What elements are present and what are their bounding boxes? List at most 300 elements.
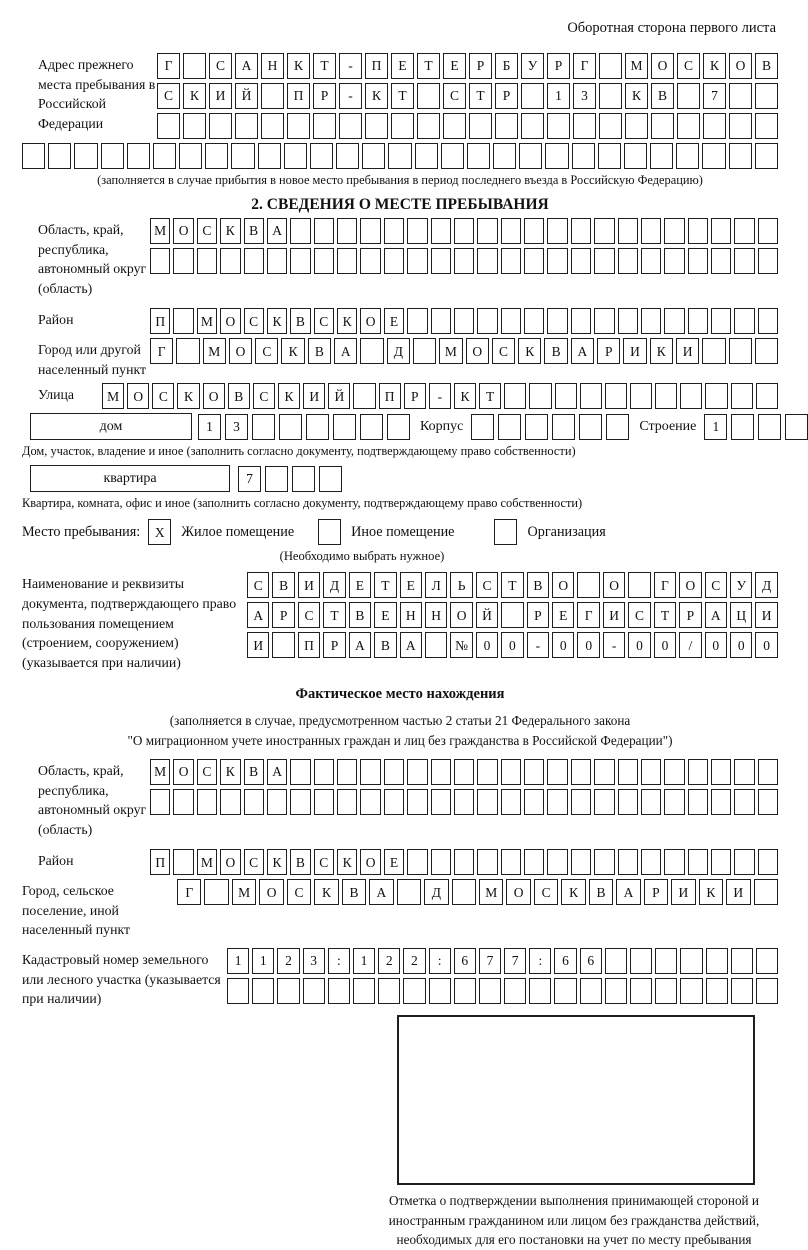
form-cell[interactable] (384, 248, 404, 274)
form-cell[interactable] (339, 113, 362, 139)
form-cell[interactable] (702, 143, 725, 169)
form-cell[interactable] (454, 308, 474, 334)
form-cell[interactable] (22, 143, 45, 169)
form-cell[interactable]: Р (469, 53, 492, 79)
form-cell[interactable]: Е (384, 308, 404, 334)
form-cell[interactable] (580, 383, 602, 409)
form-cell[interactable]: 0 (755, 632, 777, 658)
form-cell[interactable]: К (337, 849, 357, 875)
form-cell[interactable] (758, 414, 781, 440)
form-cell[interactable]: Т (501, 572, 523, 598)
form-cell[interactable] (571, 248, 591, 274)
form-cell[interactable] (755, 338, 778, 364)
form-cell[interactable]: Н (425, 602, 447, 628)
form-cell[interactable] (277, 978, 299, 1004)
form-cell[interactable]: № (450, 632, 472, 658)
form-cell[interactable] (599, 53, 622, 79)
form-cell[interactable] (353, 383, 375, 409)
form-cell[interactable] (477, 849, 497, 875)
form-cell[interactable]: К (650, 338, 673, 364)
form-cell[interactable] (680, 948, 702, 974)
form-cell[interactable] (310, 143, 333, 169)
form-cell[interactable] (734, 218, 754, 244)
form-cell[interactable]: И (298, 572, 320, 598)
form-cell[interactable]: А (616, 879, 640, 905)
form-cell[interactable] (579, 414, 602, 440)
form-cell[interactable]: Г (177, 879, 201, 905)
form-cell[interactable]: О (450, 602, 472, 628)
form-cell[interactable]: В (342, 879, 366, 905)
form-cell[interactable]: И (247, 632, 269, 658)
form-cell[interactable]: Е (552, 602, 574, 628)
form-cell[interactable]: М (197, 308, 217, 334)
form-cell[interactable] (74, 143, 97, 169)
form-cell[interactable]: С (443, 83, 466, 109)
form-cell[interactable] (711, 849, 731, 875)
form-cell[interactable] (360, 248, 380, 274)
form-cell[interactable] (650, 143, 673, 169)
form-cell[interactable] (388, 143, 411, 169)
form-cell[interactable] (378, 978, 400, 1004)
form-cell[interactable] (605, 383, 627, 409)
form-cell[interactable] (641, 849, 661, 875)
form-cell[interactable] (495, 113, 518, 139)
form-cell[interactable] (454, 759, 474, 785)
form-cell[interactable]: К (267, 849, 287, 875)
form-cell[interactable]: 3 (303, 948, 325, 974)
form-cell[interactable]: И (671, 879, 695, 905)
form-cell[interactable] (501, 248, 521, 274)
form-cell[interactable] (337, 789, 357, 815)
form-cell[interactable] (680, 978, 702, 1004)
form-cell[interactable]: А (267, 218, 287, 244)
form-cell[interactable] (425, 632, 447, 658)
form-cell[interactable] (431, 789, 451, 815)
form-cell[interactable]: О (729, 53, 752, 79)
form-cell[interactable]: П (365, 53, 388, 79)
form-cell[interactable]: Д (323, 572, 345, 598)
form-cell[interactable] (572, 143, 595, 169)
form-cell[interactable]: Р (323, 632, 345, 658)
form-cell[interactable]: Г (157, 53, 180, 79)
form-cell[interactable]: А (369, 879, 393, 905)
form-cell[interactable] (173, 248, 193, 274)
form-cell[interactable]: С (628, 602, 650, 628)
form-cell[interactable]: М (439, 338, 462, 364)
form-cell[interactable]: А (705, 602, 727, 628)
form-cell[interactable] (624, 143, 647, 169)
form-cell[interactable] (599, 83, 622, 109)
form-cell[interactable] (150, 789, 170, 815)
form-cell[interactable]: В (589, 879, 613, 905)
form-cell[interactable]: С (298, 602, 320, 628)
form-cell[interactable] (571, 849, 591, 875)
form-cell[interactable] (209, 113, 232, 139)
form-cell[interactable]: 2 (378, 948, 400, 974)
form-cell[interactable]: И (755, 602, 777, 628)
form-cell[interactable] (755, 83, 778, 109)
form-cell[interactable] (571, 789, 591, 815)
form-cell[interactable] (571, 218, 591, 244)
form-cell[interactable]: 0 (577, 632, 599, 658)
form-cell[interactable]: Н (261, 53, 284, 79)
form-cell[interactable] (729, 338, 752, 364)
form-cell[interactable] (173, 849, 193, 875)
form-cell[interactable] (641, 789, 661, 815)
form-cell[interactable]: С (705, 572, 727, 598)
form-cell[interactable] (594, 759, 614, 785)
form-cell[interactable]: О (466, 338, 489, 364)
form-cell[interactable]: : (328, 948, 350, 974)
form-cell[interactable]: 2 (277, 948, 299, 974)
form-cell[interactable]: Л (425, 572, 447, 598)
form-cell[interactable]: : (429, 948, 451, 974)
form-cell[interactable]: И (623, 338, 646, 364)
form-cell[interactable] (664, 849, 684, 875)
form-cell[interactable] (227, 978, 249, 1004)
form-cell[interactable]: А (334, 338, 357, 364)
form-cell[interactable]: С (197, 218, 217, 244)
form-cell[interactable]: И (676, 338, 699, 364)
form-cell[interactable] (290, 248, 310, 274)
form-cell[interactable] (729, 113, 752, 139)
form-cell[interactable]: 3 (573, 83, 596, 109)
form-cell[interactable] (758, 248, 778, 274)
form-cell[interactable] (734, 248, 754, 274)
form-cell[interactable] (594, 308, 614, 334)
form-cell[interactable] (469, 113, 492, 139)
form-cell[interactable] (258, 143, 281, 169)
form-cell[interactable]: Т (469, 83, 492, 109)
form-cell[interactable] (336, 143, 359, 169)
form-cell[interactable] (785, 414, 808, 440)
form-cell[interactable] (594, 789, 614, 815)
form-cell[interactable] (731, 383, 753, 409)
form-cell[interactable] (498, 414, 521, 440)
form-cell[interactable]: К (220, 218, 240, 244)
form-cell[interactable] (571, 759, 591, 785)
form-cell[interactable] (705, 383, 727, 409)
form-cell[interactable] (183, 113, 206, 139)
form-cell[interactable] (606, 414, 629, 440)
form-cell[interactable] (360, 759, 380, 785)
form-cell[interactable] (407, 759, 427, 785)
form-cell[interactable] (618, 789, 638, 815)
form-cell[interactable] (176, 338, 199, 364)
form-cell[interactable]: Р (313, 83, 336, 109)
form-cell[interactable]: Д (755, 572, 777, 598)
form-cell[interactable] (261, 113, 284, 139)
form-cell[interactable]: Т (654, 602, 676, 628)
form-cell[interactable]: М (203, 338, 226, 364)
form-cell[interactable] (547, 248, 567, 274)
form-cell[interactable]: К (454, 383, 476, 409)
form-cell[interactable]: Г (654, 572, 676, 598)
form-cell[interactable] (641, 308, 661, 334)
form-cell[interactable] (235, 113, 258, 139)
form-cell[interactable]: 0 (705, 632, 727, 658)
form-cell[interactable]: 3 (225, 414, 248, 440)
form-cell[interactable] (680, 383, 702, 409)
form-cell[interactable] (265, 466, 288, 492)
form-cell[interactable] (529, 383, 551, 409)
form-cell[interactable] (641, 248, 661, 274)
form-cell[interactable]: А (571, 338, 594, 364)
form-cell[interactable]: У (521, 53, 544, 79)
form-cell[interactable] (756, 948, 778, 974)
form-cell[interactable]: 7 (479, 948, 501, 974)
form-cell[interactable] (547, 789, 567, 815)
form-cell[interactable] (48, 143, 71, 169)
form-cell[interactable]: 1 (227, 948, 249, 974)
form-cell[interactable] (664, 218, 684, 244)
form-cell[interactable]: 6 (554, 948, 576, 974)
form-cell[interactable]: К (287, 53, 310, 79)
form-cell[interactable] (731, 978, 753, 1004)
form-cell[interactable] (734, 789, 754, 815)
form-cell[interactable]: В (290, 849, 310, 875)
form-cell[interactable] (655, 978, 677, 1004)
form-cell[interactable] (734, 759, 754, 785)
form-cell[interactable]: Р (644, 879, 668, 905)
form-cell[interactable] (337, 248, 357, 274)
form-cell[interactable]: М (150, 759, 170, 785)
form-cell[interactable]: Р (547, 53, 570, 79)
dom-type-box[interactable]: дом (30, 413, 192, 440)
form-cell[interactable]: О (506, 879, 530, 905)
form-cell[interactable] (153, 143, 176, 169)
form-cell[interactable] (384, 789, 404, 815)
form-cell[interactable] (353, 978, 375, 1004)
form-cell[interactable]: / (679, 632, 701, 658)
form-cell[interactable] (711, 218, 731, 244)
form-cell[interactable]: К (625, 83, 648, 109)
form-cell[interactable] (655, 383, 677, 409)
form-cell[interactable] (605, 978, 627, 1004)
form-cell[interactable]: Т (323, 602, 345, 628)
form-cell[interactable]: С (255, 338, 278, 364)
form-cell[interactable] (618, 759, 638, 785)
form-cell[interactable] (183, 53, 206, 79)
form-cell[interactable] (734, 849, 754, 875)
form-cell[interactable] (403, 978, 425, 1004)
form-cell[interactable] (261, 83, 284, 109)
form-cell[interactable] (429, 978, 451, 1004)
form-cell[interactable]: С (677, 53, 700, 79)
form-cell[interactable]: Е (391, 53, 414, 79)
form-cell[interactable]: В (290, 308, 310, 334)
form-cell[interactable] (504, 978, 526, 1004)
form-cell[interactable] (290, 218, 310, 244)
form-cell[interactable] (454, 978, 476, 1004)
checkbox-zhiloe[interactable]: X (148, 519, 171, 545)
form-cell[interactable] (431, 759, 451, 785)
form-cell[interactable] (688, 849, 708, 875)
form-cell[interactable]: Т (391, 83, 414, 109)
form-cell[interactable]: 7 (504, 948, 526, 974)
form-cell[interactable] (287, 113, 310, 139)
form-cell[interactable] (598, 143, 621, 169)
form-cell[interactable] (599, 113, 622, 139)
form-cell[interactable] (362, 143, 385, 169)
form-cell[interactable]: А (267, 759, 287, 785)
form-cell[interactable]: О (651, 53, 674, 79)
form-cell[interactable] (360, 789, 380, 815)
form-cell[interactable] (706, 948, 728, 974)
form-cell[interactable]: Г (573, 53, 596, 79)
form-cell[interactable]: 1 (704, 414, 727, 440)
form-cell[interactable]: О (127, 383, 149, 409)
form-cell[interactable] (688, 789, 708, 815)
form-cell[interactable]: 0 (476, 632, 498, 658)
form-cell[interactable]: В (308, 338, 331, 364)
form-cell[interactable]: Р (404, 383, 426, 409)
form-cell[interactable] (688, 308, 708, 334)
form-cell[interactable]: 6 (580, 948, 602, 974)
form-cell[interactable] (618, 218, 638, 244)
form-cell[interactable] (577, 572, 599, 598)
form-cell[interactable] (407, 789, 427, 815)
form-cell[interactable] (407, 849, 427, 875)
form-cell[interactable] (360, 338, 383, 364)
form-cell[interactable]: М (102, 383, 124, 409)
form-cell[interactable]: В (374, 632, 396, 658)
form-cell[interactable] (524, 849, 544, 875)
form-cell[interactable] (758, 308, 778, 334)
form-cell[interactable]: 1 (547, 83, 570, 109)
form-cell[interactable] (501, 789, 521, 815)
form-cell[interactable] (272, 632, 294, 658)
form-cell[interactable]: К (699, 879, 723, 905)
form-cell[interactable] (641, 759, 661, 785)
form-cell[interactable] (314, 789, 334, 815)
form-cell[interactable]: С (314, 308, 334, 334)
form-cell[interactable]: К (183, 83, 206, 109)
form-cell[interactable]: Й (328, 383, 350, 409)
form-cell[interactable]: 7 (238, 466, 261, 492)
form-cell[interactable]: Т (313, 53, 336, 79)
form-cell[interactable]: М (197, 849, 217, 875)
form-cell[interactable]: О (220, 308, 240, 334)
form-cell[interactable] (252, 414, 275, 440)
form-cell[interactable] (630, 383, 652, 409)
form-cell[interactable] (267, 789, 287, 815)
form-cell[interactable]: В (544, 338, 567, 364)
form-cell[interactable]: 0 (730, 632, 752, 658)
form-cell[interactable]: - (339, 83, 362, 109)
form-cell[interactable]: И (209, 83, 232, 109)
form-cell[interactable]: С (247, 572, 269, 598)
form-cell[interactable]: 1 (198, 414, 221, 440)
form-cell[interactable] (477, 789, 497, 815)
form-cell[interactable]: О (229, 338, 252, 364)
form-cell[interactable]: Г (577, 602, 599, 628)
form-cell[interactable]: К (278, 383, 300, 409)
form-cell[interactable]: К (281, 338, 304, 364)
form-cell[interactable] (454, 789, 474, 815)
form-cell[interactable]: Р (495, 83, 518, 109)
form-cell[interactable] (571, 308, 591, 334)
form-cell[interactable]: А (235, 53, 258, 79)
form-cell[interactable]: Е (384, 849, 404, 875)
form-cell[interactable] (333, 414, 356, 440)
form-cell[interactable]: П (150, 849, 170, 875)
form-cell[interactable] (501, 759, 521, 785)
form-cell[interactable] (554, 978, 576, 1004)
form-cell[interactable] (664, 248, 684, 274)
form-cell[interactable] (641, 218, 661, 244)
form-cell[interactable] (493, 143, 516, 169)
form-cell[interactable] (205, 143, 228, 169)
form-cell[interactable] (731, 948, 753, 974)
form-cell[interactable] (711, 759, 731, 785)
form-cell[interactable]: К (314, 879, 338, 905)
form-cell[interactable] (758, 789, 778, 815)
form-cell[interactable]: Е (374, 602, 396, 628)
form-cell[interactable] (197, 789, 217, 815)
form-cell[interactable]: А (247, 602, 269, 628)
form-cell[interactable] (267, 248, 287, 274)
form-cell[interactable] (150, 248, 170, 274)
form-cell[interactable] (618, 248, 638, 274)
form-cell[interactable] (529, 978, 551, 1004)
form-cell[interactable]: Е (400, 572, 422, 598)
form-cell[interactable]: Е (443, 53, 466, 79)
form-cell[interactable] (407, 248, 427, 274)
form-cell[interactable] (407, 218, 427, 244)
form-cell[interactable]: К (561, 879, 585, 905)
form-cell[interactable] (441, 143, 464, 169)
form-cell[interactable] (756, 383, 778, 409)
form-cell[interactable] (524, 248, 544, 274)
form-cell[interactable]: Й (235, 83, 258, 109)
form-cell[interactable] (547, 308, 567, 334)
form-cell[interactable]: - (429, 383, 451, 409)
form-cell[interactable]: К (177, 383, 199, 409)
form-cell[interactable] (292, 466, 315, 492)
form-cell[interactable]: О (173, 759, 193, 785)
form-cell[interactable]: П (379, 383, 401, 409)
form-cell[interactable]: : (529, 948, 551, 974)
form-cell[interactable] (524, 759, 544, 785)
form-cell[interactable]: 0 (552, 632, 574, 658)
form-cell[interactable] (477, 248, 497, 274)
form-cell[interactable] (479, 978, 501, 1004)
form-cell[interactable]: О (360, 849, 380, 875)
form-cell[interactable]: С (157, 83, 180, 109)
form-cell[interactable] (477, 308, 497, 334)
form-cell[interactable] (594, 248, 614, 274)
form-cell[interactable]: А (349, 632, 371, 658)
form-cell[interactable] (452, 879, 476, 905)
form-cell[interactable] (407, 308, 427, 334)
form-cell[interactable]: 2 (403, 948, 425, 974)
form-cell[interactable] (755, 143, 778, 169)
form-cell[interactable]: 7 (703, 83, 726, 109)
form-cell[interactable]: Д (387, 338, 410, 364)
form-cell[interactable] (547, 113, 570, 139)
form-cell[interactable]: М (479, 879, 503, 905)
form-cell[interactable] (756, 978, 778, 1004)
form-cell[interactable]: О (552, 572, 574, 598)
form-cell[interactable]: И (303, 383, 325, 409)
form-cell[interactable] (471, 414, 494, 440)
form-cell[interactable]: - (603, 632, 625, 658)
form-cell[interactable] (755, 113, 778, 139)
checkbox-organizatsiya[interactable] (494, 519, 517, 545)
form-cell[interactable] (231, 143, 254, 169)
form-cell[interactable] (477, 218, 497, 244)
